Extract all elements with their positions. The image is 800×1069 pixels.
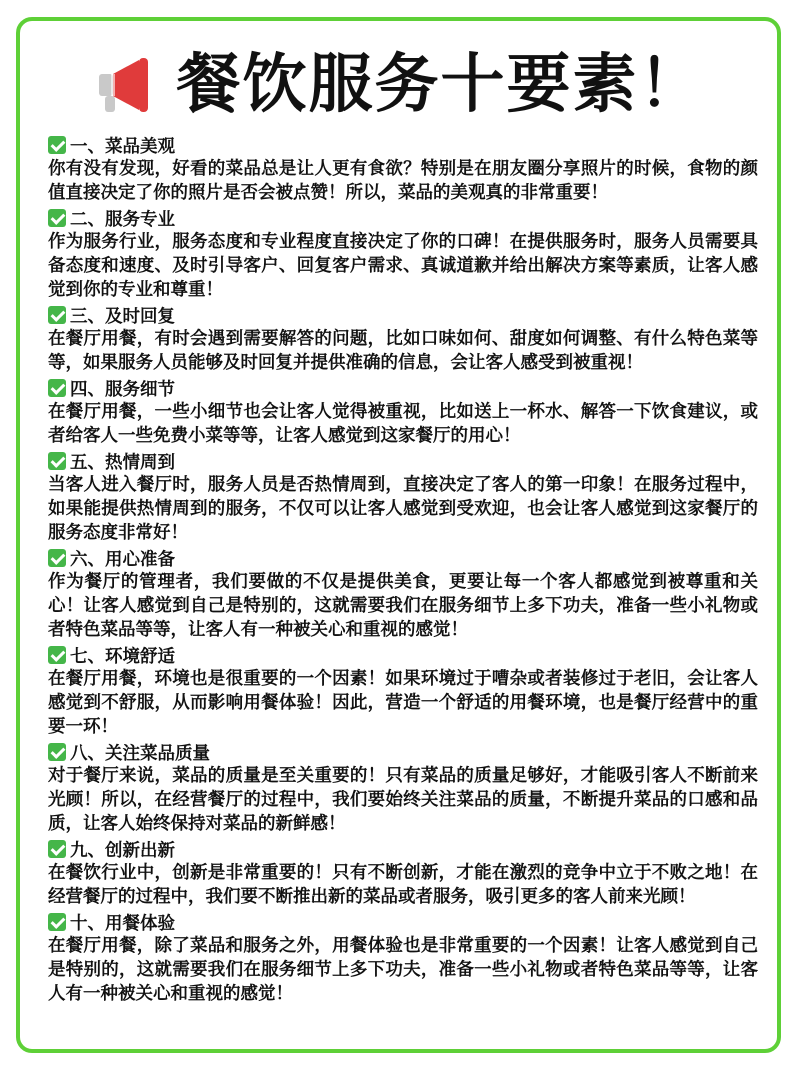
section-heading-label: 五、热情周到: [70, 452, 175, 473]
check-mark-icon: [48, 379, 66, 397]
section: [48, 643, 758, 739]
check-mark-icon: [48, 306, 66, 324]
section-heading: [48, 206, 758, 230]
section-body: 作为服务行业，服务态度和专业程度直接决定了你的口碑！在提供服务时，服务人员需要具备态度和速度、及时引导客户、回复客户需求、真诚道歉并给出解决方案等素质，让客人感觉到你的专业和尊重！: [48, 232, 758, 300]
section: [48, 133, 758, 205]
check-mark-icon: [48, 646, 66, 664]
page-title: 餐饮服务十要素！: [176, 48, 705, 122]
section-heading: [48, 740, 758, 764]
section: [48, 376, 758, 448]
section: [48, 837, 758, 909]
section: [48, 546, 758, 642]
check-mark-icon: [48, 743, 66, 761]
megaphone-icon: [93, 50, 163, 120]
section-body: 在餐厅用餐，有时会遇到需要解答的问题，比如口味如何、甜度如何调整、有什么特色菜等等，如果服务人员能够及时回复并提供准确的信息，会让客人感受到被重视！: [48, 329, 758, 373]
check-mark-icon: [48, 549, 66, 567]
section-heading-label: 十、用餐体验: [70, 913, 175, 934]
section: [48, 303, 758, 375]
page-frame: [16, 17, 781, 1053]
section-heading: [48, 376, 758, 400]
section-heading: [48, 910, 758, 934]
section-heading: [48, 449, 758, 473]
section-heading: [48, 643, 758, 667]
section-heading-label: 六、用心准备: [70, 549, 175, 570]
section-body: 在餐厅用餐，一些小细节也会让客人觉得被重视，比如送上一杯水、解答一下饮食建议，或者给客人一些免费小菜等等，让客人感觉到这家餐厅的用心！: [48, 402, 758, 446]
section-body: 在餐厅用餐，除了菜品和服务之外，用餐体验也是非常重要的一个因素！让客人感觉到自己是特别的，这就需要我们在服务细节上多下功夫，准备一些小礼物或者特色菜品等等，让客人有一种被关心和重视的感觉！: [48, 936, 758, 1004]
section-body: 对于餐厅来说，菜品的质量是至关重要的！只有菜品的质量足够好，才能吸引客人不断前来光顾！所以，在经营餐厅的过程中，我们要始终关注菜品的质量，不断提升菜品的口感和品质，让客人始终保持对菜品的新鲜感！: [48, 766, 758, 834]
section-body: 你有没有发现，好看的菜品总是让人更有食欲？特别是在朋友圈分享照片的时候，食物的颜值直接决定了你的照片是否会被点赞！所以，菜品的美观真的非常重要！: [48, 159, 758, 203]
check-mark-icon: [48, 840, 66, 858]
section-body: 当客人进入餐厅时，服务人员是否热情周到，直接决定了客人的第一印象！在服务过程中，如果能提供热情周到的服务，不仅可以让客人感觉到受欢迎，也会让客人感觉到这家餐厅的服务态度非常好！: [48, 475, 758, 543]
check-mark-icon: [48, 452, 66, 470]
section-heading: [48, 133, 758, 157]
section-heading: [48, 546, 758, 570]
check-mark-icon: [48, 136, 66, 154]
section-heading: [48, 303, 758, 327]
section-heading-label: 三、及时回复: [70, 306, 175, 327]
section: [48, 910, 758, 1006]
section-heading-label: 二、服务专业: [70, 209, 175, 230]
check-mark-icon: [48, 913, 66, 931]
section-heading-label: 七、环境舒适: [70, 646, 175, 667]
section-body: 在餐厅用餐，环境也是很重要的一个因素！如果环境过于嘈杂或者装修过于老旧，会让客人感觉到不舒服，从而影响用餐体验！因此，营造一个舒适的用餐环境，也是餐厅经营中的重要一环！: [48, 669, 758, 737]
section-heading-label: 九、创新出新: [70, 840, 175, 861]
section: [48, 206, 758, 302]
section: [48, 740, 758, 836]
check-mark-icon: [48, 209, 66, 227]
section-heading-label: 八、关注菜品质量: [70, 743, 210, 764]
section-heading-label: 一、菜品美观: [70, 136, 175, 157]
section-body: 在餐饮行业中，创新是非常重要的！只有不断创新，才能在激烈的竞争中立于不败之地！在经营餐厅的过程中，我们要不断推出新的菜品或者服务，吸引更多的客人前来光顾！: [48, 863, 758, 907]
section-heading: [48, 837, 758, 861]
content: [48, 133, 758, 1007]
section-body: 作为餐厅的管理者，我们要做的不仅是提供美食，更要让每一个客人都感觉到被尊重和关心！让客人感觉到自己是特别的，这就需要我们在服务细节上多下功夫，准备一些小礼物或者特色菜品等等，让客人有一种被关心和重视的感觉！: [48, 572, 758, 640]
section-heading-label: 四、服务细节: [70, 379, 175, 400]
section: [48, 449, 758, 545]
header: [20, 37, 777, 133]
